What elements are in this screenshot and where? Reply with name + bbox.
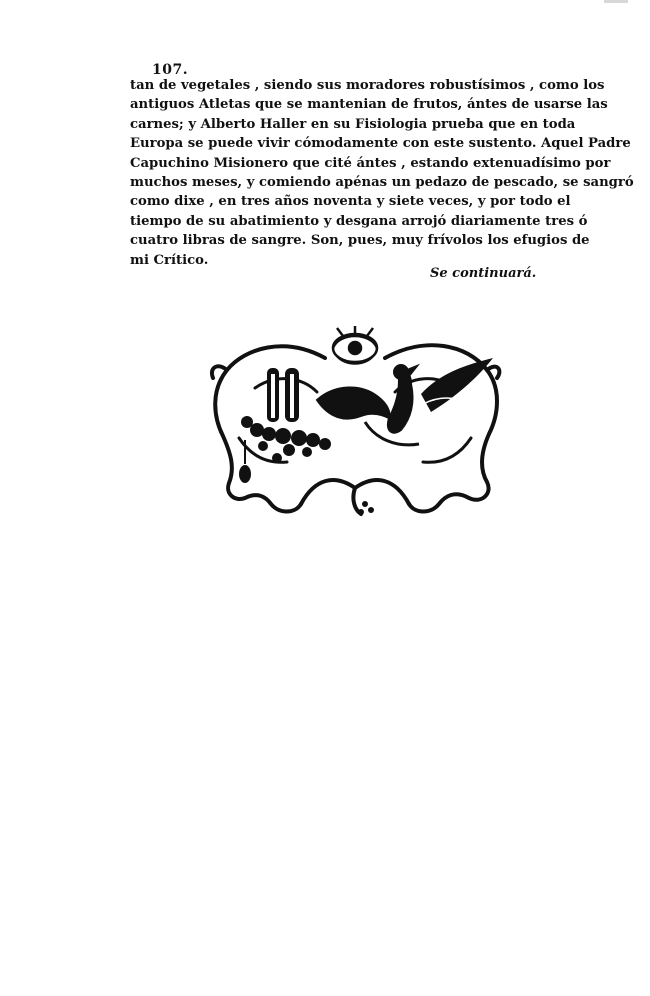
scan-edge-mark: [604, 0, 628, 3]
text-line: tan de vegetales , siendo sus moradores robustísimos , como los: [130, 78, 605, 93]
ornamental-vignette: [205, 318, 505, 523]
pendant-icon: [239, 440, 251, 483]
text-line: muchos meses, y comiendo apénas un pedazo de pescado, se sangró: [130, 175, 634, 191]
body-paragraph: [130, 76, 634, 270]
text-line: carnes; y Alberto Haller en su Fisiologia prueba que en toda: [130, 116, 576, 132]
text-line: como dixe , en tres años noventa y siete veces, y por todo el: [130, 194, 571, 210]
text-line: tiempo de su abatimiento y desgana arrojó diariamente tres ó: [130, 213, 588, 229]
text-line: Capuchino Misionero que cité ántes , estando extenuadísimo por: [130, 155, 611, 171]
bird-icon: [317, 365, 419, 445]
flower-icon: [333, 326, 377, 364]
text-line: antiguos Atletas que se mantenian de frutos, ántes de usarse las: [130, 97, 608, 113]
tablets-icon: [267, 368, 299, 422]
text-line: cuatro libras de sangre. Son, pues, muy frívolos los efugios de: [130, 233, 590, 249]
text-line: mi Crítico.: [130, 252, 209, 268]
continuation-note: Se continuará.: [430, 266, 537, 281]
text-line: Europa se puede vivir cómodamente con este sustento. Aquel Padre: [130, 136, 631, 152]
page-number: 107.: [152, 62, 189, 78]
sprig-icon: [358, 501, 374, 515]
